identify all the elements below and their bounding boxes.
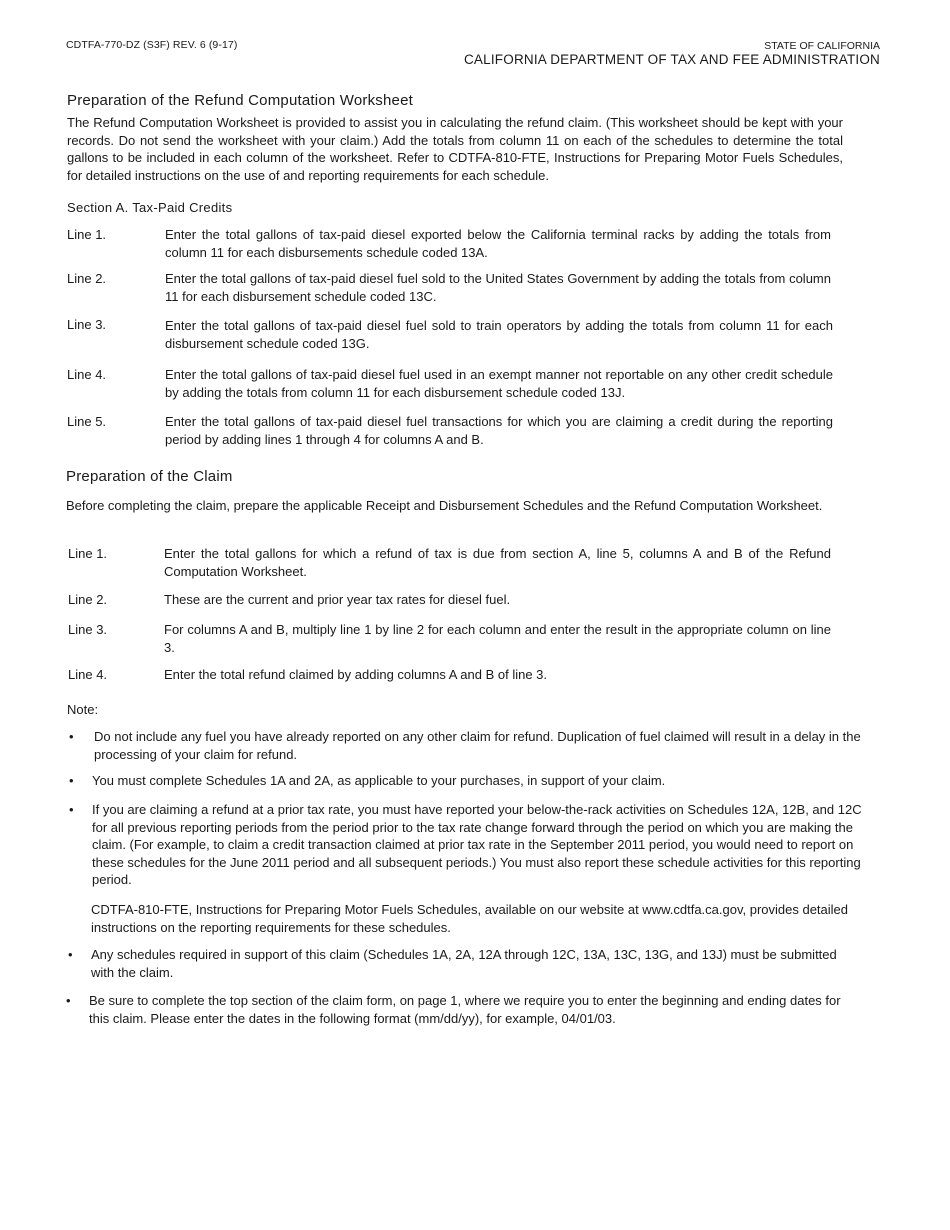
worksheet-title: Preparation of the Refund Computation Worksheet	[67, 92, 413, 109]
claim-line-1-label: Line 1.	[68, 546, 108, 561]
claim-line-2-text: These are the current and prior year tax rates for diesel fuel.	[164, 592, 511, 607]
ws-line-3-text: Enter the total gallons of tax-paid diesel fuel sold to train operators by adding the totals from column 11 for each disbursement schedule coded 13G.	[165, 318, 833, 351]
ws-line-4-label: Line 4.	[67, 367, 107, 382]
note-bullet-5: Be sure to complete the top section of the claim form, on page 1, where we require you to enter the beginning and ending dates for this claim. Please enter the dates in the following format (mm/dd/yy), for example, 04/01/03.	[89, 993, 841, 1026]
claim-intro: Before completing the claim, prepare the applicable Receipt and Disbursement Schedules and the Refund Computation Worksheet.	[66, 498, 823, 513]
section-a-title: Section A. Tax-Paid Credits	[67, 200, 233, 215]
form-number: CDTFA-770-DZ (S3F) REV. 6 (9-17)	[66, 39, 238, 51]
ws-line-2-text: Enter the total gallons of tax-paid diesel fuel sold to the United States Government by adding the totals from column 11 for each disbursement schedule coded 13C.	[165, 271, 831, 304]
ws-line-5-text: Enter the total gallons of tax-paid diesel fuel transactions for which you are claiming a credit during the reporting period by adding lines 1 through 4 for columns A and B.	[165, 414, 833, 447]
bullet-marker: •	[69, 729, 74, 744]
note-bullet-4: Any schedules required in support of this claim (Schedules 1A, 2A, 12A through 12C, 13A, 13C, 13G, and 13J) must be submitted with the claim.	[91, 947, 837, 980]
claim-line-1-text: Enter the total gallons for which a refund of tax is due from section A, line 5, columns A and B of the Refund Computation Worksheet.	[164, 546, 831, 579]
department-name: CALIFORNIA DEPARTMENT OF TAX AND FEE ADMINISTRATION	[463, 52, 880, 67]
ws-line-2-label: Line 2.	[67, 271, 107, 286]
claim-line-3-text: For columns A and B, multiply line 1 by line 2 for each column and enter the result in the appropriate column on line 3.	[164, 622, 831, 655]
bullet-marker: •	[69, 802, 74, 817]
note-bullet-3: If you are claiming a refund at a prior tax rate, you must have reported your below-the-rack activities on Schedules 12A, 12B, and 12C for all previous reporting periods from the period prior to the tax rate change forward through the period on which you are making the claim. (For example, to claim a credit transaction claimed at prior tax rate in the September 2011 period, you would need to report on these schedules for the June 2011 period and all subsequent periods.) You must also report these schedule activities for this reporting period.	[92, 802, 862, 887]
claim-line-4-label: Line 4.	[68, 667, 108, 682]
ws-line-5-label: Line 5.	[67, 414, 107, 429]
ws-line-4-text: Enter the total gallons of tax-paid diesel fuel used in an exempt manner not reportable on any other credit schedule by adding the totals from column 11 for each disbursement schedule coded 13J.	[165, 367, 833, 400]
state-label: STATE OF CALIFORNIA	[764, 40, 880, 52]
bullet-marker: •	[68, 947, 73, 962]
ws-line-1-label: Line 1.	[67, 227, 107, 242]
claim-line-3-label: Line 3.	[68, 622, 108, 637]
worksheet-intro: The Refund Computation Worksheet is provided to assist you in calculating the refund claim. (This worksheet should be kept with your records. Do not send the worksheet with your claim.) Add the totals from column 11 on each of the schedules to determine the total gallons to be included in each column of the worksheet. Refer to CDTFA-810-FTE, Instructions for Preparing Motor Fuels Schedules, for detailed instructions on the use of and reporting requirements for each schedule.	[67, 115, 843, 183]
note-bullet-2: You must complete Schedules 1A and 2A, as applicable to your purchases, in support of your claim.	[92, 773, 666, 788]
ws-line-3-label: Line 3.	[67, 317, 107, 332]
ws-line-1-text: Enter the total gallons of tax-paid diesel exported below the California terminal racks by adding the totals from column 11 for each disbursements schedule coded 13A.	[165, 227, 831, 260]
claim-line-2-label: Line 2.	[68, 592, 108, 607]
bullet-marker: •	[66, 993, 71, 1008]
note-bullet-1: Do not include any fuel you have already reported on any other claim for refund. Duplication of fuel claimed will result in a delay in the processing of your claim for refund.	[94, 729, 861, 762]
note-title: Note:	[67, 702, 99, 717]
claim-line-4-text: Enter the total refund claimed by adding columns A and B of line 3.	[164, 667, 548, 682]
bullet-marker: •	[69, 773, 74, 788]
note-sub-paragraph: CDTFA-810-FTE, Instructions for Preparing Motor Fuels Schedules, available on our website at www.cdtfa.ca.gov, provides detailed instructions on the reporting requirements for these schedules.	[91, 902, 849, 935]
claim-title: Preparation of the Claim	[66, 468, 233, 485]
